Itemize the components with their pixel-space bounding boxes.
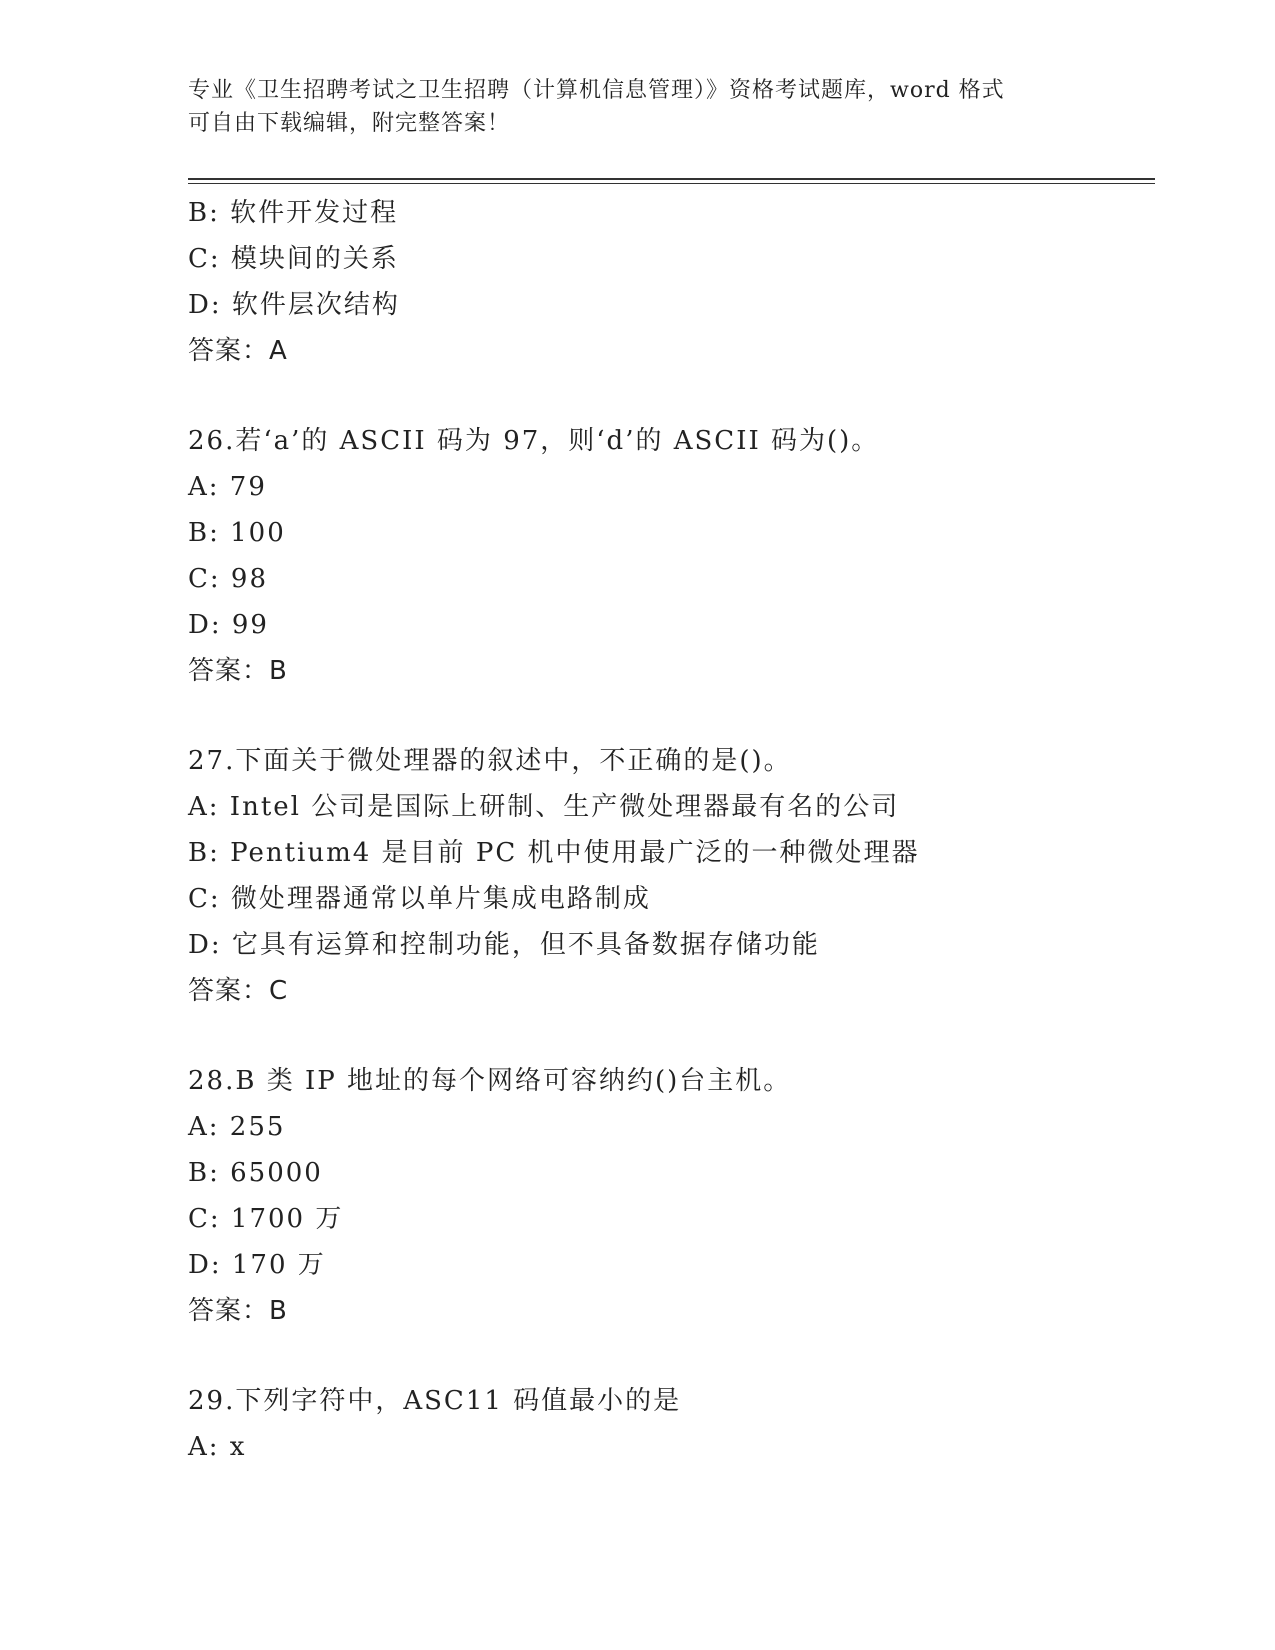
option-d: D: 170 万 <box>188 1250 326 1280</box>
option-c: C: 微处理器通常以单片集成电路制成 <box>188 884 651 914</box>
answer: 答案：C <box>188 976 289 1006</box>
question-stem: 29.下列字符中，ASC11 码值最小的是 <box>188 1386 682 1416</box>
question-27 <box>188 738 1148 1014</box>
option-a: A: 79 <box>188 472 267 502</box>
header-line-2: 可自由下载编辑，附完整答案！ <box>188 111 511 136</box>
option-b: B: 65000 <box>188 1158 323 1188</box>
header-divider-thin <box>188 183 1155 184</box>
question-stem: 28.B 类 IP 地址的每个网络可容纳约()台主机。 <box>188 1066 792 1096</box>
option-b: B: 100 <box>188 518 286 548</box>
question-list <box>188 190 1148 1470</box>
option-d: D: 它具有运算和控制功能，但不具备数据存储功能 <box>188 930 820 960</box>
document-header <box>188 74 1068 140</box>
previous-question-tail <box>188 190 1148 374</box>
option-a: A: Intel 公司是国际上研制、生产微处理器最有名的公司 <box>188 792 900 822</box>
option-b: B: Pentium4 是目前 PC 机中使用最广泛的一种微处理器 <box>188 838 920 868</box>
option-c: C: 98 <box>188 564 269 594</box>
question-28 <box>188 1058 1148 1334</box>
header-line-1: 专业《卫生招聘考试之卫生招聘（计算机信息管理）》资格考试题库，word 格式 <box>188 78 1005 103</box>
question-29 <box>188 1378 1148 1470</box>
answer: 答案：A <box>188 336 288 366</box>
option-c: C: 1700 万 <box>188 1204 344 1234</box>
header-divider <box>188 178 1155 180</box>
question-stem: 27.下面关于微处理器的叙述中，不正确的是()。 <box>188 746 792 776</box>
question-stem: 26.若‘a’的 ASCII 码为 97，则‘d’的 ASCII 码为()。 <box>188 426 880 456</box>
question-26 <box>188 418 1148 694</box>
answer: 答案：B <box>188 1296 288 1326</box>
option-d: D: 99 <box>188 610 269 640</box>
option-d: D: 软件层次结构 <box>188 290 400 320</box>
option-b: B: 软件开发过程 <box>188 198 399 228</box>
option-a: A: x <box>188 1432 247 1462</box>
answer: 答案：B <box>188 656 288 686</box>
option-a: A: 255 <box>188 1112 286 1142</box>
option-c: C: 模块间的关系 <box>188 244 399 274</box>
